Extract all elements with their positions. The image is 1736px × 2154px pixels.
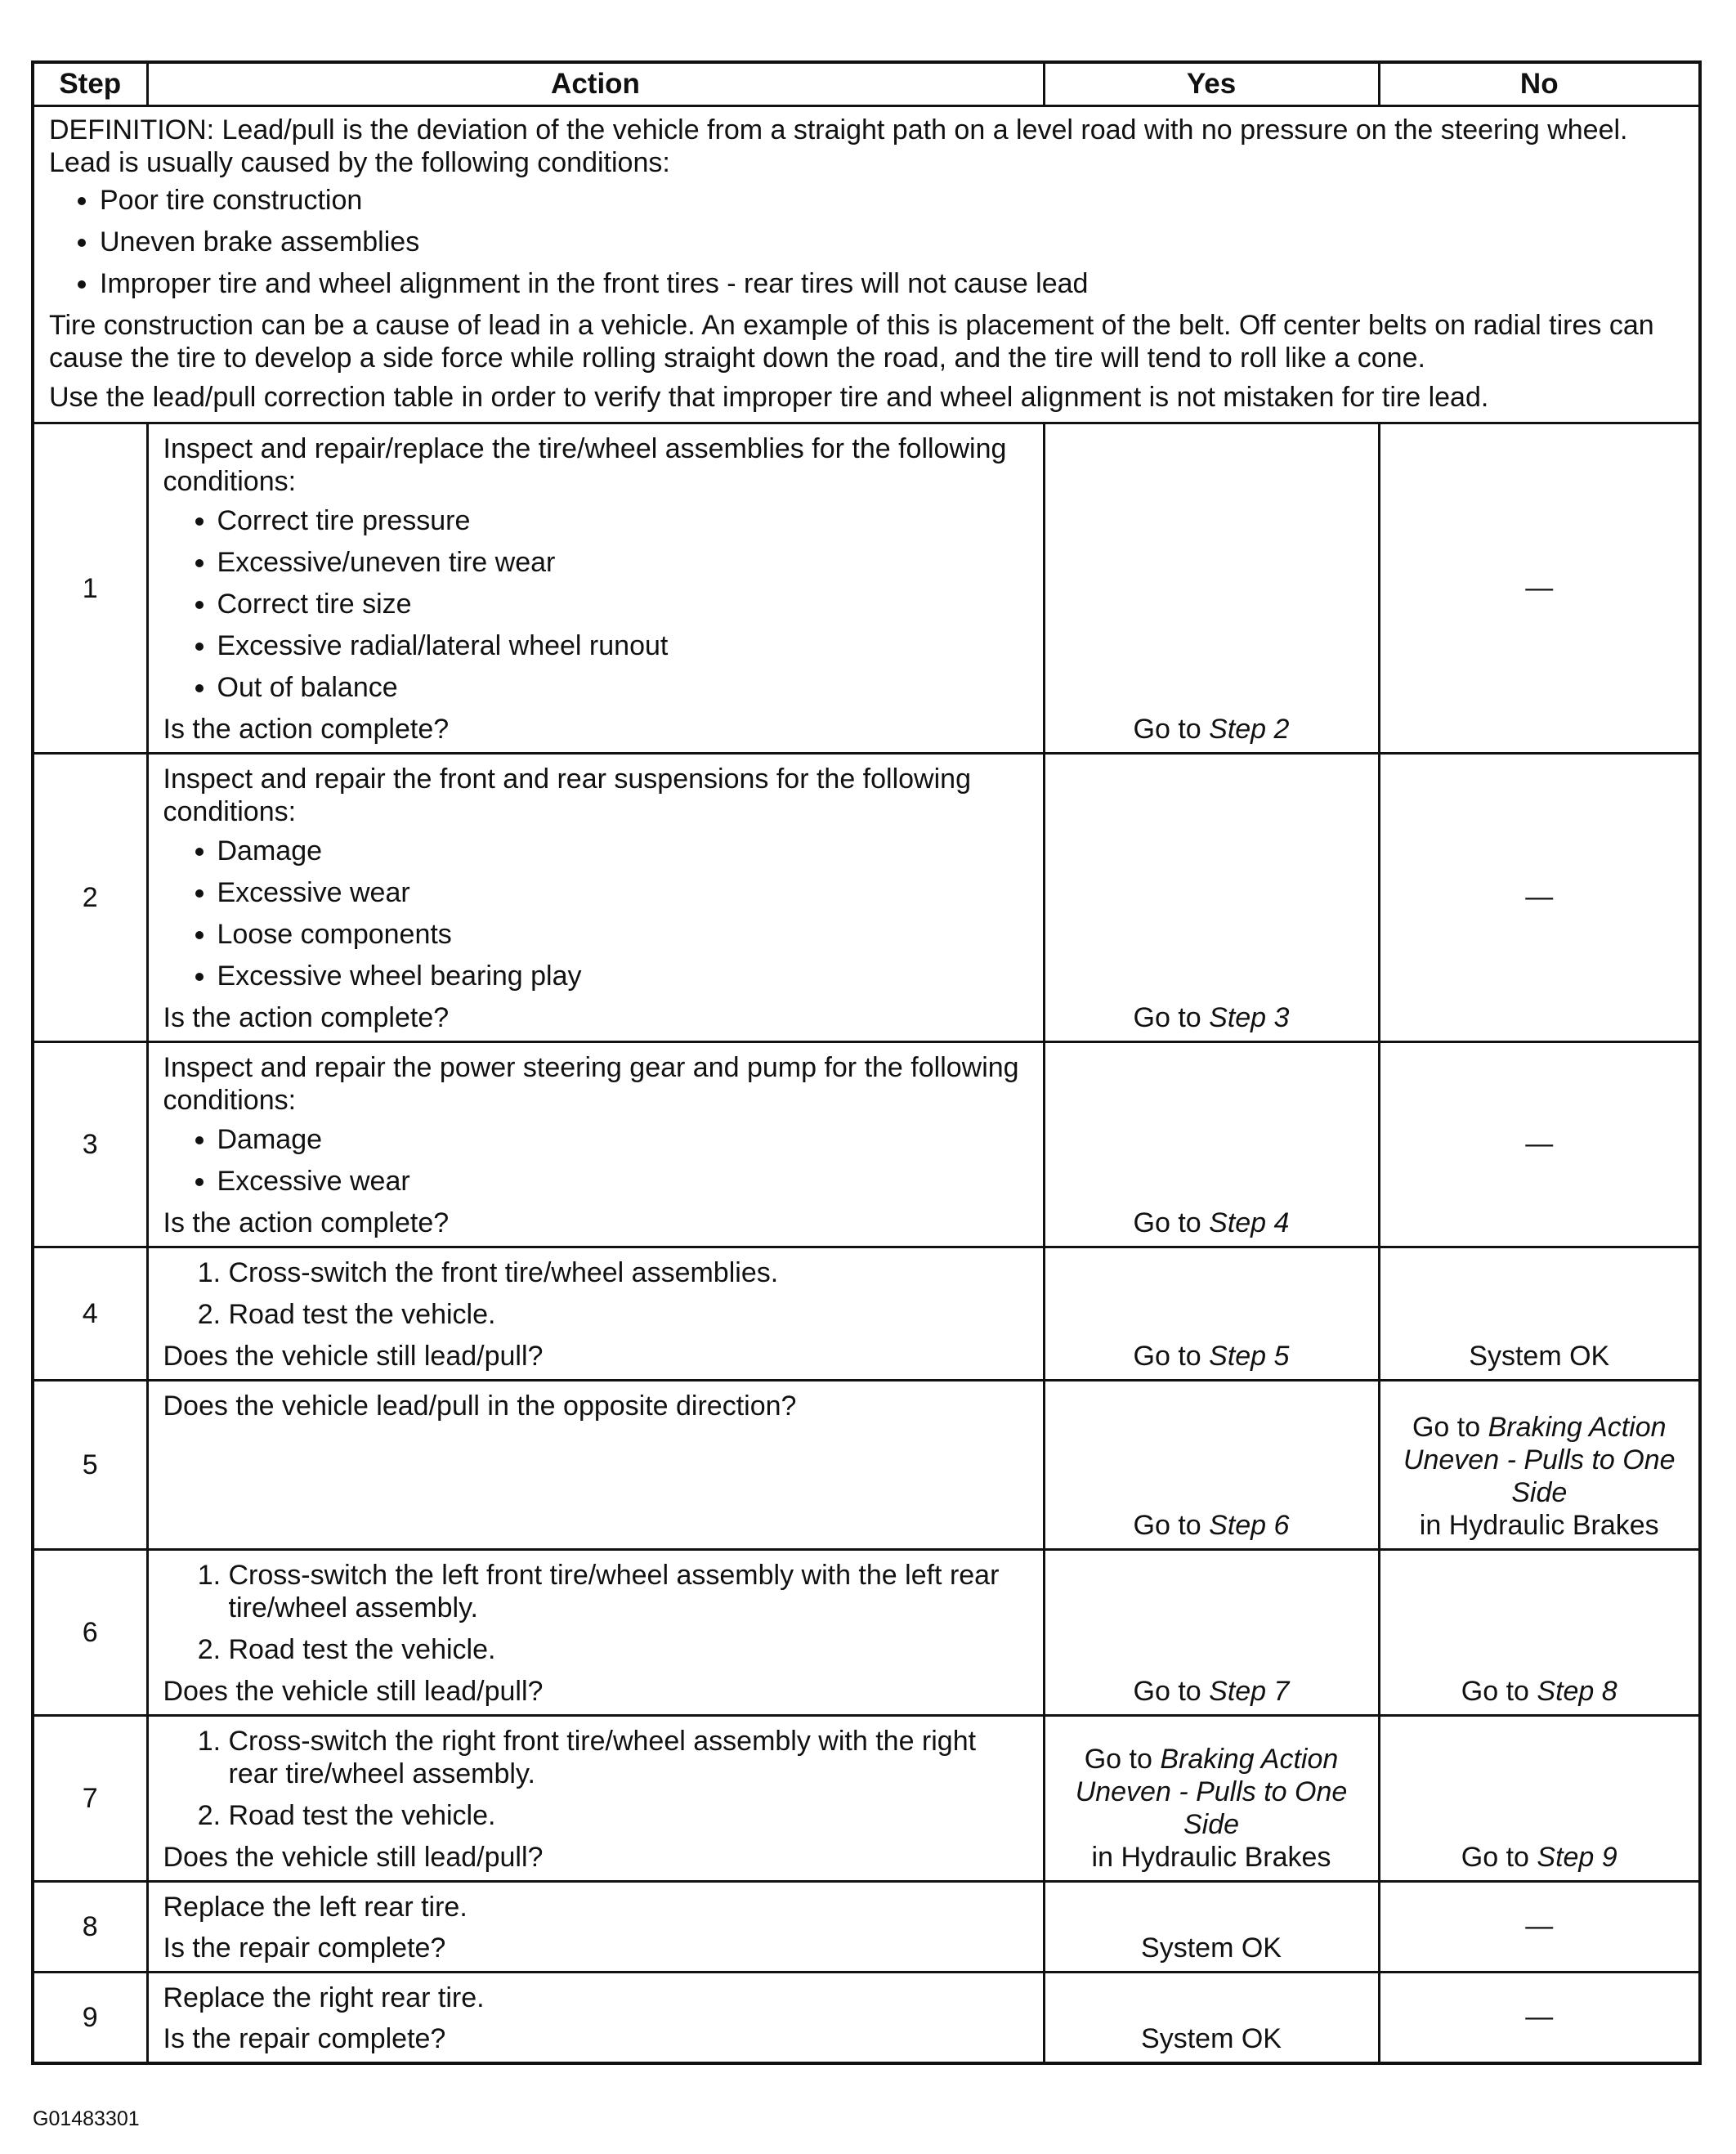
condition-item: • Loose components [217,918,1033,951]
step-row-2 [33,754,1700,1042]
condition-list [163,835,1033,992]
action-cell [147,1882,1044,1973]
yes-step-link[interactable]: Step 5 [1209,1341,1290,1372]
no-dash: — [1525,2001,1554,2032]
action-cell [147,754,1044,1042]
condition-item: • Excessive wear [217,1165,1033,1198]
no-dash: — [1525,1910,1554,1941]
diagnostic-table [31,60,1702,2065]
action-question: Is the action complete? [163,714,450,745]
action-cell [147,1247,1044,1381]
procedure-item: 2. Road test the vehicle. [229,1633,1033,1666]
yes-cell [1044,1973,1379,2064]
no-cell [1379,754,1700,1042]
condition-item: • Excessive radial/lateral wheel runout [217,629,1033,662]
procedure-list [163,1256,1033,1331]
condition-item: • Excessive wear [217,876,1033,909]
yes-result: System OK [1141,1932,1282,1964]
yes-prefix: Go to [1133,1002,1210,1033]
no-step-link[interactable]: Step 9 [1537,1842,1617,1873]
definition-para3: Use the lead/pull correction table in order to verify that improper tire and wheel alignment is not mistaken for tire lead. [49,382,1489,413]
step-number: 1 [33,423,147,754]
yes-cell [1044,754,1379,1042]
action-question: Is the action complete? [163,1207,450,1238]
condition-list [163,1123,1033,1198]
action-question: Is the action complete? [163,1002,450,1033]
yes-step-link[interactable]: Step 3 [1209,1002,1290,1033]
figure-id: G01483301 [33,2107,140,2130]
yes-cell [1044,1381,1379,1550]
no-prefix: Go to [1412,1412,1488,1443]
action-question: Is the repair complete? [163,1932,446,1964]
definition-para2: Tire construction can be a cause of lead in a vehicle. An example of this is placement of the belt. Off center belts on radial tires can cause the tire to develop a side force while rolling straight down the road, and the tire will tend to roll like a cone. [49,310,1654,374]
procedure-item: 1. Cross-switch the left front tire/wheel assembly with the left rear tire/wheel assembly. [229,1559,1033,1624]
no-cell [1379,1247,1700,1381]
yes-suffix: in Hydraulic Brakes [1091,1842,1331,1873]
definition-row [33,106,1700,423]
step-number: 6 [33,1550,147,1716]
action-instruction: Replace the right rear tire. [163,1982,485,2013]
no-dash: — [1525,881,1554,912]
header-row [33,62,1700,106]
procedure-item: 2. Road test the vehicle. [229,1298,1033,1331]
procedure-item: 2. Road test the vehicle. [229,1799,1033,1832]
action-cell [147,1042,1044,1247]
step-number: 2 [33,754,147,1042]
step-number: 4 [33,1247,147,1381]
procedure-list [163,1725,1033,1832]
cause-item: • Uneven brake assemblies [100,226,1684,258]
action-instruction: Inspect and repair the power steering gear and pump for the following conditions: [163,1052,1019,1116]
action-instruction: Inspect and repair/replace the tire/wheel assemblies for the following conditions: [163,433,1007,497]
no-cell [1379,1381,1700,1550]
step-row-1 [33,423,1700,754]
yes-cell [1044,423,1379,754]
yes-step-link[interactable]: Step 6 [1209,1510,1290,1541]
step-row-7 [33,1716,1700,1882]
yes-cell [1044,1247,1379,1381]
condition-item: • Correct tire pressure [217,504,1033,537]
no-cell [1379,1550,1700,1716]
header-step: Step [33,62,147,106]
yes-step-link[interactable]: Step 7 [1209,1676,1290,1707]
procedure-item: 1. Cross-switch the right front tire/wheel assembly with the right rear tire/wheel assembly. [229,1725,1033,1790]
yes-prefix: Go to [1133,1676,1210,1707]
yes-prefix: Go to [1084,1744,1161,1775]
condition-list [163,504,1033,704]
no-cell [1379,1042,1700,1247]
no-cell [1379,423,1700,754]
no-cell [1379,1716,1700,1882]
action-cell [147,1716,1044,1882]
procedure-item: 1. Cross-switch the front tire/wheel assemblies. [229,1256,1033,1289]
action-cell [147,1381,1044,1550]
action-instruction: Does the vehicle lead/pull in the opposite direction? [163,1390,797,1422]
condition-item: • Damage [217,1123,1033,1156]
yes-step-link[interactable]: Braking Action Uneven - Pulls to One Side [1075,1744,1348,1840]
yes-cell [1044,1042,1379,1247]
yes-cell [1044,1550,1379,1716]
no-suffix: in Hydraulic Brakes [1419,1510,1659,1541]
condition-item: • Excessive wheel bearing play [217,960,1033,992]
step-number: 3 [33,1042,147,1247]
condition-item: • Correct tire size [217,588,1033,620]
procedure-list [163,1559,1033,1666]
yes-step-link[interactable]: Step 2 [1209,714,1290,745]
step-row-6 [33,1550,1700,1716]
cause-item: • Poor tire construction [100,184,1684,217]
step-number: 9 [33,1973,147,2064]
yes-prefix: Go to [1133,714,1210,745]
definition-intro: DEFINITION: Lead/pull is the deviation of the vehicle from a straight path on a level road with no pressure on the steering wheel. Lead is usually caused by the following conditions: [49,114,1628,178]
step-row-3 [33,1042,1700,1247]
action-cell [147,423,1044,754]
yes-prefix: Go to [1133,1341,1210,1372]
yes-step-link[interactable]: Step 4 [1209,1207,1290,1238]
step-row-8 [33,1882,1700,1973]
no-prefix: Go to [1461,1676,1537,1707]
step-row-4 [33,1247,1700,1381]
step-row-5 [33,1381,1700,1550]
cause-item: • Improper tire and wheel alignment in the front tires - rear tires will not cause lead [100,267,1684,300]
step-number: 8 [33,1882,147,1973]
condition-item: • Out of balance [217,671,1033,704]
no-step-link[interactable]: Step 8 [1537,1676,1617,1707]
no-result: System OK [1469,1341,1610,1372]
no-cell [1379,1973,1700,2064]
header-yes: Yes [1044,62,1379,106]
no-dash: — [1525,571,1554,603]
step-number: 5 [33,1381,147,1550]
no-prefix: Go to [1461,1842,1537,1873]
yes-prefix: Go to [1133,1207,1210,1238]
action-question: Does the vehicle still lead/pull? [163,1842,544,1873]
yes-result: System OK [1141,2023,1282,2054]
no-cell [1379,1882,1700,1973]
action-question: Does the vehicle still lead/pull? [163,1676,544,1707]
yes-cell [1044,1882,1379,1973]
condition-item: • Excessive/uneven tire wear [217,546,1033,579]
header-action: Action [147,62,1044,106]
yes-prefix: Go to [1133,1510,1210,1541]
no-step-link[interactable]: Braking Action Uneven - Pulls to One Side [1403,1412,1676,1508]
action-instruction: Replace the left rear tire. [163,1892,468,1923]
action-question: Is the repair complete? [163,2023,446,2054]
definition-causes [49,184,1684,300]
yes-cell [1044,1716,1379,1882]
definition-cell [33,106,1700,423]
header-no: No [1379,62,1700,106]
step-number: 7 [33,1716,147,1882]
action-cell [147,1550,1044,1716]
condition-item: • Damage [217,835,1033,867]
action-cell [147,1973,1044,2064]
no-dash: — [1525,1128,1554,1159]
step-row-9 [33,1973,1700,2064]
action-question: Does the vehicle still lead/pull? [163,1341,544,1372]
action-instruction: Inspect and repair the front and rear suspensions for the following conditions: [163,764,971,827]
